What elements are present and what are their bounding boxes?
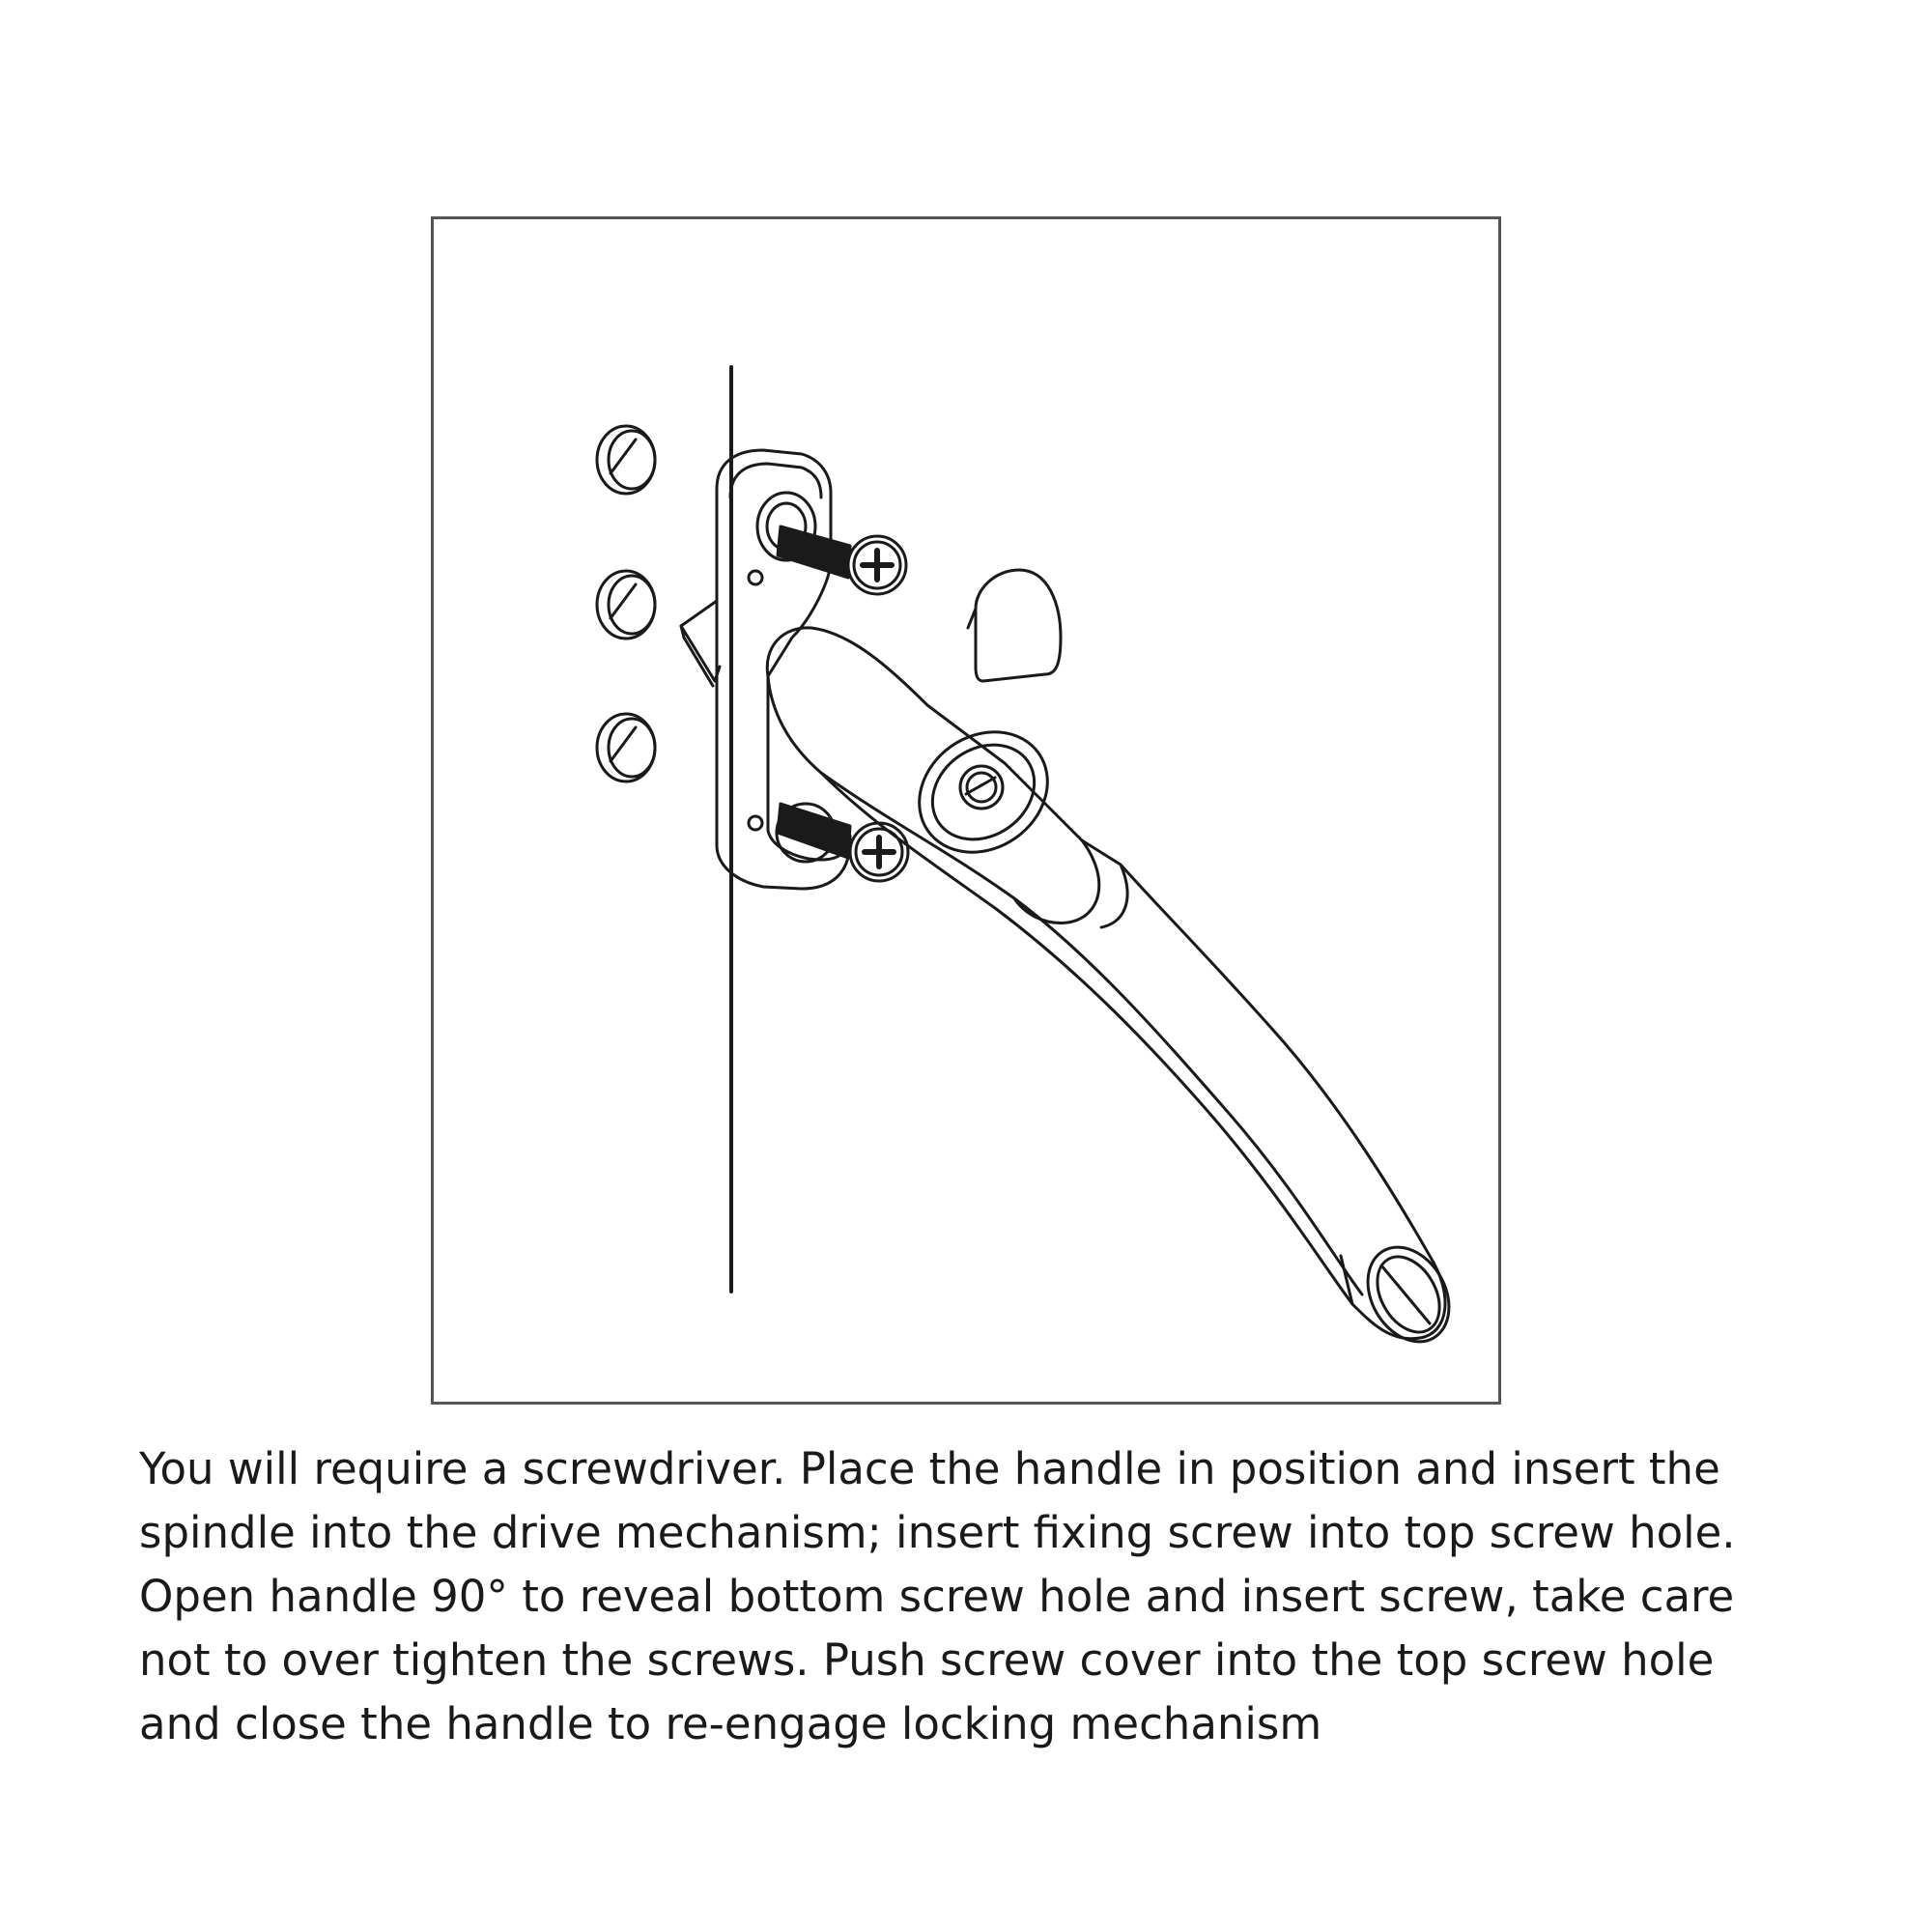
wall-plug-bottom [597,714,655,781]
fixing-screw-top [778,526,906,594]
handle-lever [767,628,1465,1356]
screw-cover [968,570,1061,681]
wall-plug-middle [597,571,655,639]
wall-plug-top [597,426,655,494]
spindle [681,601,720,686]
instructions-text: You will require a screwdriver. Place the handle in position and insert the spindle into the drive mechanism; insert fixing screw into top screw hole. Open handle 90° to reveal bottom screw hole and insert screw, take care not to over tighten the screws. Push screw cover into the top screw hole and close the handle to re-engage locking mechanism [139,1443,1736,1749]
